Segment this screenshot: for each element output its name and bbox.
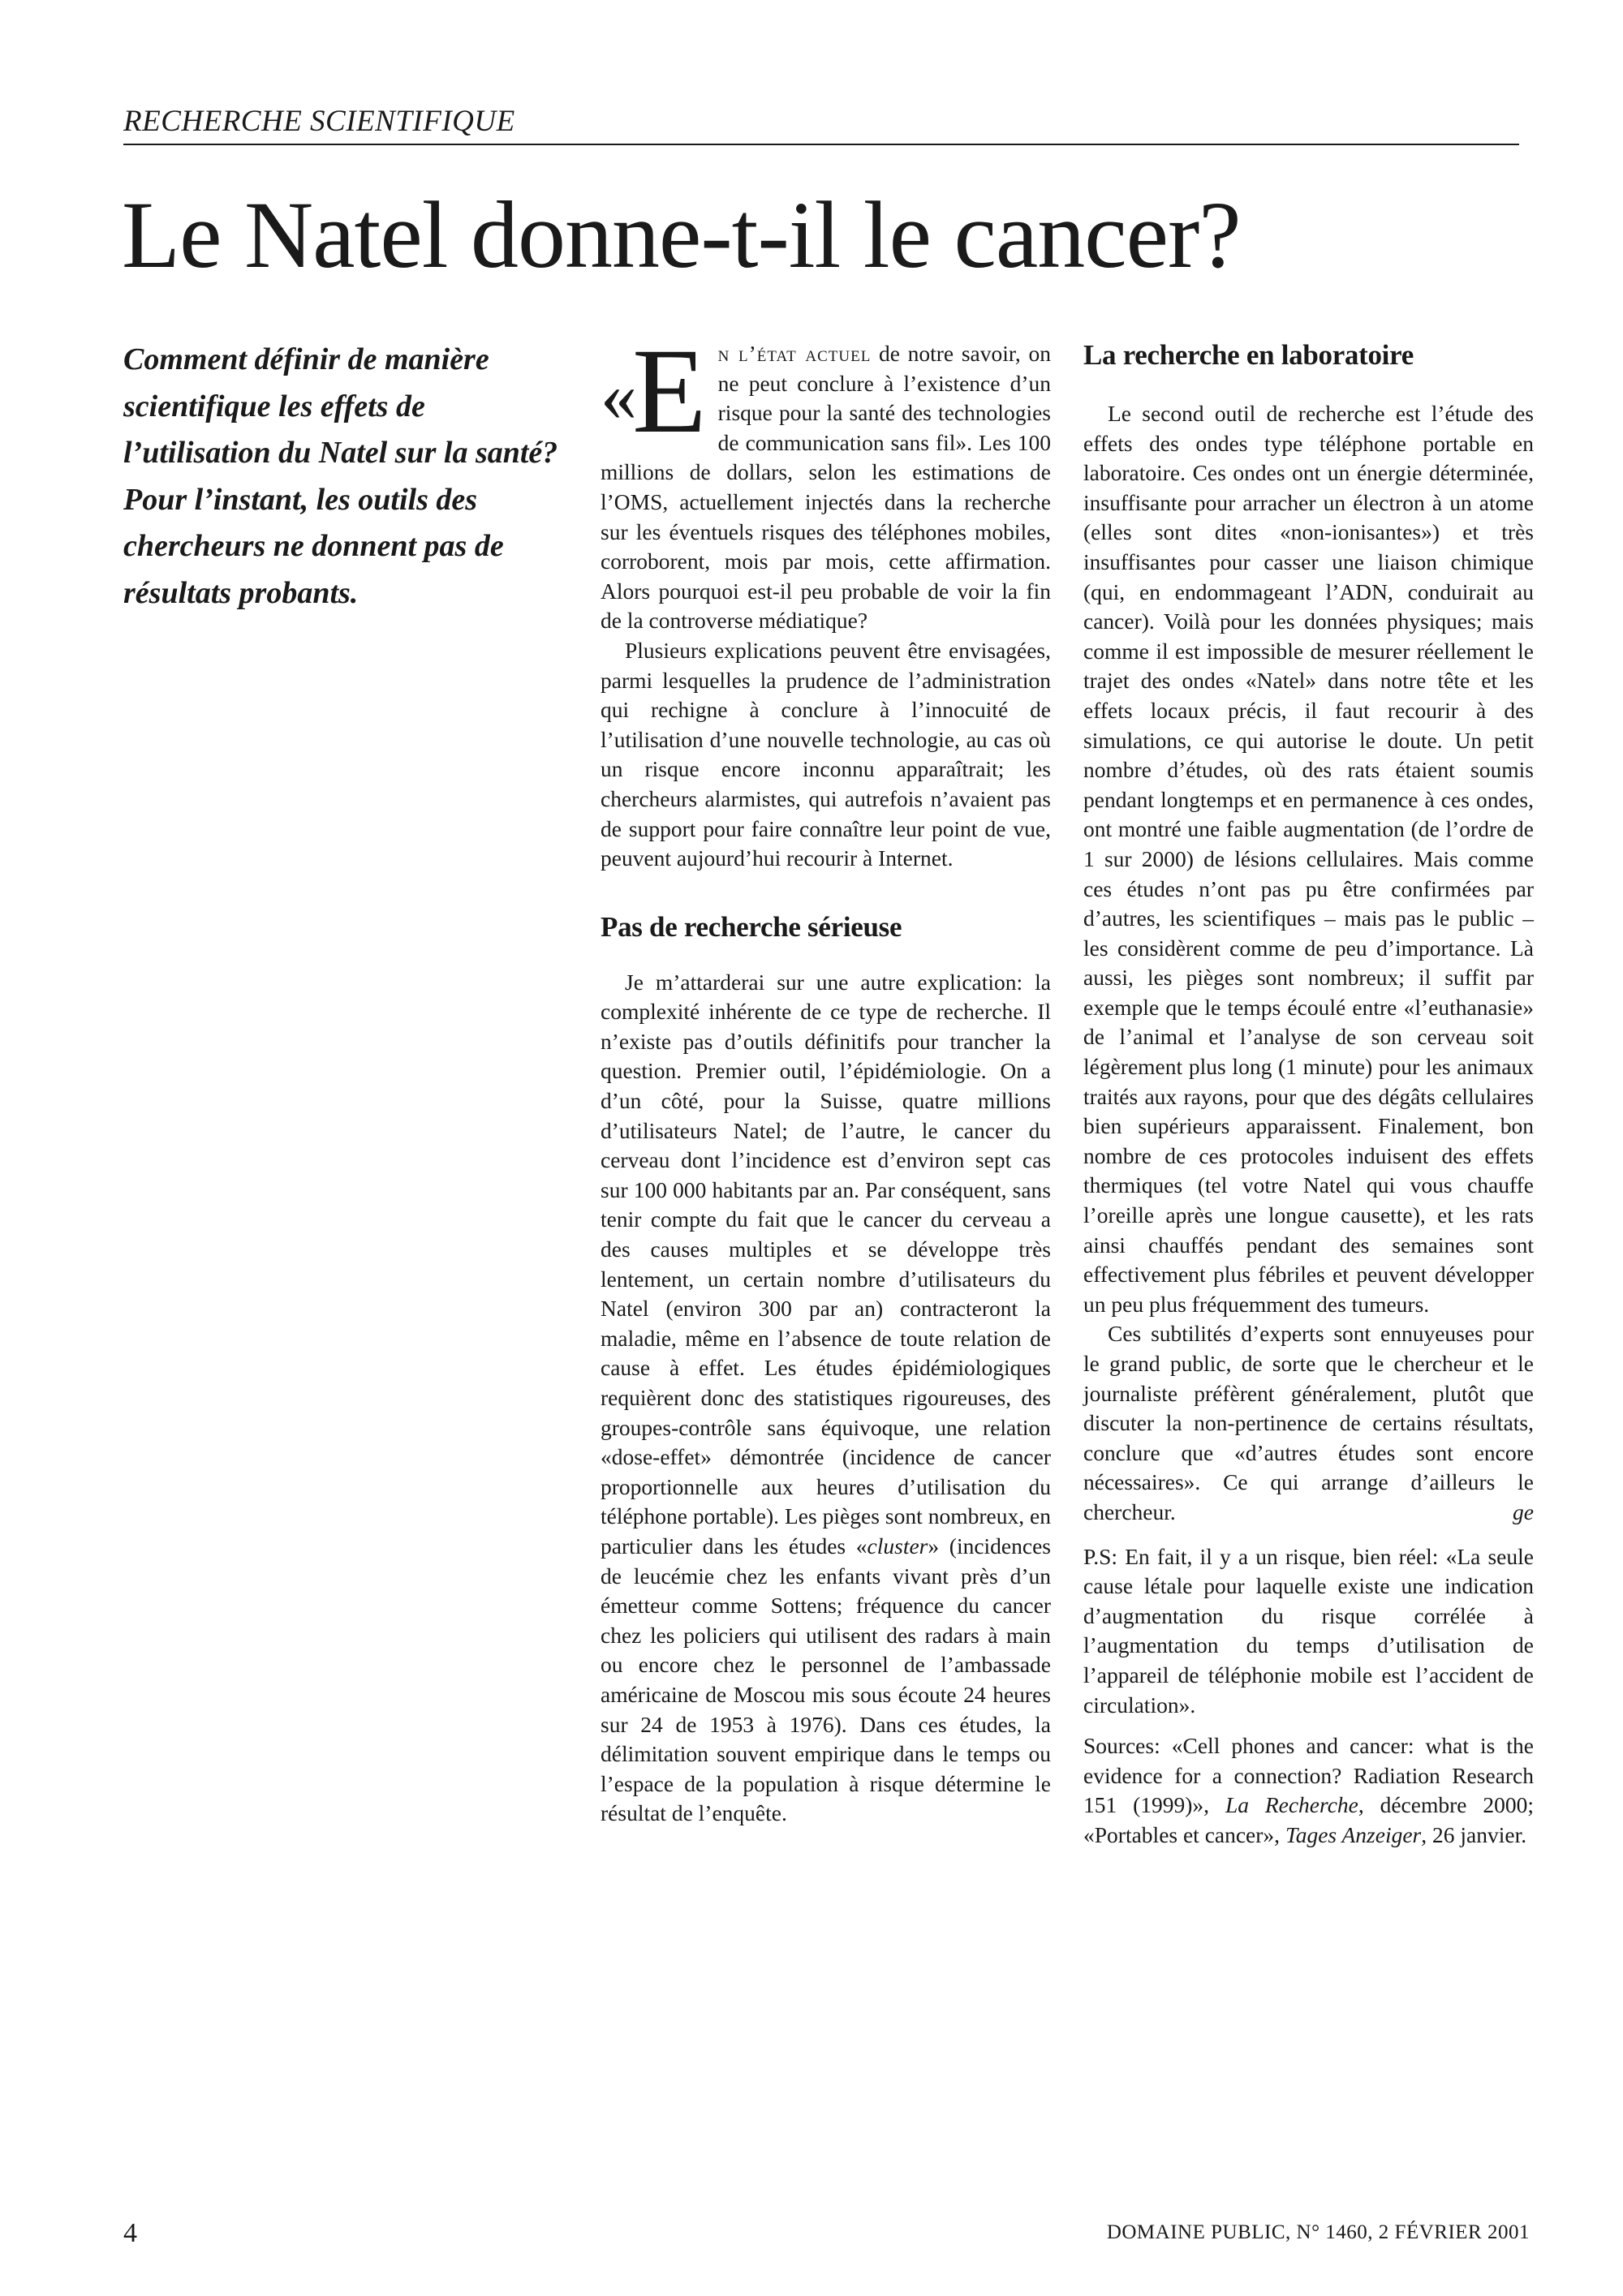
page-number: 4 [123, 2218, 137, 2248]
page-title: Le Natel donne-t-il le cancer? [122, 182, 1241, 288]
source-tages-anzeiger: Tages Anzeiger [1285, 1821, 1422, 1847]
sources-text-2: , décembre 2000; «Portables et cancer», [1083, 1792, 1534, 1847]
publication-info: DOMAINE PUBLIC, N° 1460, 2 FÉVRIER 2001 [1106, 2221, 1530, 2243]
lede-answer: Pour l’instant, les outils des chercheurs ne donnent pas de résultats probants. [123, 482, 504, 610]
sources-text-1: Sources: «Cell phones and cancer: what is the evidence for a connection? Radiation Research 151 (1999)», [1083, 1733, 1534, 1818]
dropcap-quote: « [601, 356, 637, 436]
subtleties-text: Ces subtilités d’experts sont ennuyeuses pour le grand public, de sorte que le chercheur et le journaliste préfèrent généralement, plutôt que discuter la non-pertinence de certains résultats, conclure que «d’autres études sont encore nécessaires». Ce qui arrange d’ailleurs le chercheur. [1083, 1321, 1534, 1524]
epidemiology-text-1: Je m’attarderai sur une autre explication: la complexité inhérente de ce type de recherche. Il n’existe pas d’outils définitifs pour trancher la question. Premier outil, l’épidémiologie. On a d’un côté, pour la Suisse, quatre millions d’utilisateurs Natel; de l’autre, le cancer du cerveau dont l’incidence est d’environ sept cas sur 100 000 habitants par an. Par conséquent, sans tenir compte du fait que le cancer du cerveau a des causes multiples et se développe très lentement, un certain nombre d’utilisateurs du Natel (environ 300 par an) contracteront la maladie, même en l’absence de toute relation de cause à effet. Les études épidémiologiques requièrent donc des statistiques rigoureuses, des groupes-contrôle sans équivoque, une relation «dose-effet» démontrée (incidence de cancer proportionnelle aux heures d’utilisation du téléphone portable). Les pièges sont nombreux, en particulier dans les études « [601, 969, 1051, 1559]
paragraph-subtleties [1083, 1319, 1534, 1527]
heading-lab-research: La recherche en laboratoire [1083, 339, 1414, 371]
article-column-2 [601, 339, 1051, 1829]
cluster-term: cluster [867, 1533, 928, 1559]
article-column-3 [1083, 338, 1534, 1851]
lede-question: Comment définir de manière scientifique les effets de l’utilisation du Natel sur la santé? [123, 342, 558, 470]
sources [1083, 1731, 1534, 1850]
opening-text: de notre savoir, on ne peut conclure à l’existence d’un risque pour la santé des technologies de communication sans fil». Les 100 millions de dollars, selon les estimations de l’OMS, actuellement injectés dans la recherche sur les éventuels risques des téléphones mobiles, corroborent, mois par mois, cette affirmation. Alors pourquoi est-il peu probable de voir la fin de la controverse médiatique? [601, 341, 1051, 634]
paragraph-explanations: Plusieurs explications peuvent être envisagées, parmi lesquelles la prudence de l’administration qui rechigne à conclure à l’innocuité de l’utilisation d’une nouvelle technologie, au cas où un risque encore inconnu apparaîtrait; les chercheurs alarmistes, qui autrefois n’avaient pas de support pour faire connaître leur point de vue, peuvent aujourd’hui recourir à Internet. [601, 637, 1051, 871]
paragraph-lab: Le second outil de recherche est l’étude des effets des ondes type téléphone portable en laboratoire. Ces ondes ont un énergie déterminée, insuffisante pour arracher un électron à un atome (elles sont dites «non-ionisantes») et très insuffisantes pour casser une liaison chimique (qui, en endommageant l’ADN, conduirait au cancer). Voilà pour les données physiques; mais comme il est impossible de mesurer réellement le trajet des ondes «Natel» dans notre tête et les effets locaux précis, il faut recourir à des simulations, ce qui autorise le doute. Un petit nombre d’études, où des rats étaient soumis pendant longtemps et en permanence à ces ondes, ont montré une faible augmentation (de l’ordre de 1 sur 2000) de lésions cellulaires. Mais comme ces études n’ont pas pu être confirmées par d’autres, les scientifiques – mais pas le public – les considèrent comme de peu d’importance. Là aussi, les pièges sont nombreux; il suffit par exemple que le temps écoulé entre «l’euthanasie» de l’animal et l’analyse de son cerveau soit légèrement plus long (1 minute) pour les animaux traités aux rayons, pour que des dégâts cellulaires bien supérieurs apparaissent. Finalement, bon nombre de ces protocoles induisent des effets thermiques (tel votre Natel qui vous chauffe l’oreille après une longue causette), et les rats ainsi chauffés pendant des semaines sont effectivement plus fébriles et peuvent développer un peu plus fréquemment des tumeurs. [1083, 401, 1534, 1317]
section-label: RECHERCHE SCIENTIFIQUE [123, 104, 1519, 145]
paragraph-epidemiology [601, 968, 1051, 1829]
dropcap [601, 339, 707, 458]
lede [123, 337, 578, 617]
epidemiology-text-2: » (incidences de leucémie chez les enfants vivant près d’un émetteur comme Sottens; fréquence du cancer chez les policiers qui utilisent des radars à main ou encore chez le personnel de l’ambassade américaine de Moscou mis sous écoute 24 heures sur 24 de 1953 à 1976). Dans ces études, la délimitation souvent empirique dans le temps ou l’espace de la population à risque détermine le résultat de l’enquête. [601, 1533, 1051, 1826]
author-signature: ge [1513, 1498, 1534, 1524]
dropcap-letter: E [632, 339, 707, 458]
heading-serious-research: Pas de recherche sérieuse [601, 910, 902, 943]
paragraph-opening [601, 339, 1051, 636]
sources-text-3: , 26 janvier. [1421, 1821, 1527, 1847]
postscript: P.S: En fait, il y a un risque, bien réel: «La seule cause létale pour laquelle existe une indication d’augmentation du risque corrélée à l’augmentation du temps d’utilisation de l’appareil de téléphonie mobile est l’accident de circulation». [1083, 1543, 1534, 1718]
opening-smallcaps: n l’état actuel [717, 341, 872, 366]
source-la-recherche: La Recherche [1225, 1792, 1358, 1818]
